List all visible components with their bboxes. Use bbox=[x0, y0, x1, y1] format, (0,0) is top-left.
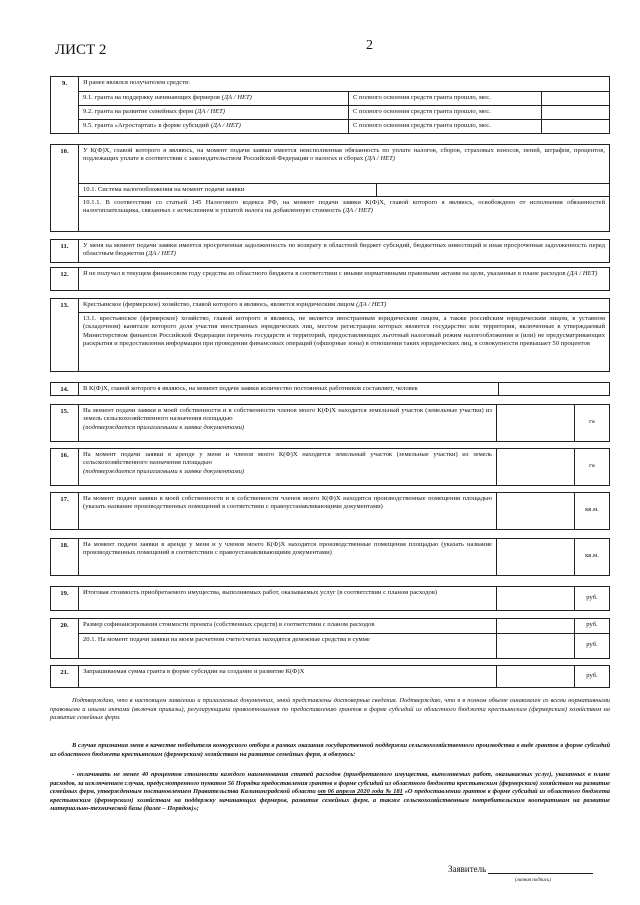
amount-field[interactable] bbox=[497, 587, 575, 610]
section-title: Я ранее являлся получателем средств: bbox=[83, 79, 190, 86]
section-number: 9. bbox=[51, 77, 79, 133]
section-11 bbox=[50, 239, 610, 263]
section-15 bbox=[50, 404, 610, 442]
section-number: 10. bbox=[51, 145, 79, 231]
section-18 bbox=[50, 538, 610, 576]
account-funds-label: 20.1. На момент подачи заявки на моем расчетном счете/счетах находятся денежные средства в сумме bbox=[79, 634, 497, 658]
grant-months-field[interactable] bbox=[542, 106, 609, 119]
page-number: 2 bbox=[366, 38, 373, 53]
section-number: 14. bbox=[51, 383, 79, 395]
grant-row: 9.1. гранта на поддержку начинающих фермеров (ДА / НЕТ) bbox=[79, 92, 349, 105]
section-text: На момент подачи заявки в аренде у меня и членов моего К(Ф)Х находится земельный участок (земельные участки) из земель сельскохозяйственного назначения площадью (подтверждается прилагаемыми к заявке документами) bbox=[79, 449, 497, 485]
unit-label: руб. bbox=[586, 594, 598, 601]
section-text: Я не получал в текущем финансовом году средства из областного бюджета в соответствии с иными нормативными правовыми актами на цели, указанные в плане расходов (ДА / НЕТ) bbox=[83, 270, 598, 277]
tax-system-label: 10.1. Система налогообложения на момент подачи заявки bbox=[79, 184, 377, 196]
area-field[interactable] bbox=[497, 539, 575, 575]
section-number: 21. bbox=[51, 666, 79, 687]
unit-label: кв.м. bbox=[585, 506, 599, 513]
signature-note: (личная подпись) bbox=[515, 878, 551, 883]
section-text: Размер софинансирования стоимости проекта (собственных средств) в соответствии с планом расходов bbox=[79, 619, 497, 633]
section-text: У меня на момент подачи заявки имеется просроченная задолженность по возврату в областной бюджет субсидий, бюджетных инвестиций и иная просроченная задолженность перед областным бюджетом (ДА / НЕТ) bbox=[83, 242, 605, 258]
section-16 bbox=[50, 448, 610, 486]
workers-count-field[interactable] bbox=[499, 383, 609, 395]
unit-label: кв.м. bbox=[585, 552, 599, 559]
signature-line[interactable] bbox=[488, 873, 593, 874]
section-text: В К(Ф)Х, главой которого я являюсь, на момент подачи заявки количество постоянных работников составляет, человек bbox=[79, 383, 499, 395]
grant-row: 9.5. гранта «Агростартап» в форме субсидий (ДА / НЕТ) bbox=[79, 120, 349, 133]
section-text: На момент подачи заявки в аренде у меня и у членов моего К(Ф)Х находятся производственные помещения площадью (указать название производственных помещений в соответствии с правоустанавливающими документами) bbox=[79, 539, 497, 575]
section-number: 18. bbox=[51, 539, 79, 575]
section-9 bbox=[50, 76, 610, 134]
grant-amount-field[interactable] bbox=[497, 666, 575, 687]
tax-system-field[interactable] bbox=[377, 184, 609, 196]
grant-months-label: С полного освоения средств гранта прошло, мес. bbox=[349, 92, 542, 105]
grant-months-field[interactable] bbox=[542, 92, 609, 105]
area-field[interactable] bbox=[497, 493, 575, 529]
unit-label: руб. bbox=[586, 641, 598, 648]
sheet-title: ЛИСТ 2 bbox=[55, 42, 107, 58]
section-number: 15. bbox=[51, 405, 79, 441]
section-text: У К(Ф)Х, главой которого я являюсь, на момент подачи заявки имеется неисполненная обязанность по уплате налогов, сборов, страховых взносов, пеней, штрафов, процентов, подлежащих уплате в соответствии с законодательством Российской Федерации о налогах и сборах (ДА / НЕТ) bbox=[83, 147, 605, 163]
area-field[interactable] bbox=[497, 405, 575, 441]
section-10 bbox=[50, 144, 610, 232]
decree-date: от 06 апреля 2020 года № 181 bbox=[317, 788, 403, 796]
confirmation-paragraph: Подтверждаю, что в настоящем заявлении и прилагаемых документах, мной представлены достоверные сведения. Подтверждаю, что я в полном объеме ознакомлен со всеми нормативными правовыми и иными актами (включая приказы), регулирующими правоотношения по предоставлению грантов в форме субсидий из областного бюджета крестьянским (фермерским) хозяйствам на развитие семейных ферм. bbox=[50, 697, 610, 722]
applicant-signature: Заявитель bbox=[448, 864, 593, 874]
unit-label: руб. bbox=[586, 672, 598, 679]
amount-field[interactable] bbox=[497, 619, 575, 633]
area-field[interactable] bbox=[497, 449, 575, 485]
unit-label: руб. bbox=[586, 621, 598, 628]
obligation-intro: В случае признания меня в качестве победителя конкурсного отбора в рамках оказания государственной поддержки сельскохозяйственного производства в виде грантов в форме субсидий из областного бюджета крестьянским (фермерским) хозяйствам на развитие семейных ферм, я обязуюсь: bbox=[50, 742, 610, 758]
section-number: 11. bbox=[51, 240, 79, 262]
section-number: 13. bbox=[51, 299, 79, 371]
grant-months-label: С полного освоения средств гранта прошло, мес. bbox=[349, 120, 542, 133]
grant-months-field[interactable] bbox=[542, 120, 609, 133]
section-text: Крестьянское (фермерское) хозяйство, главой которого я являюсь, является юридическим лицом (ДА / НЕТ) bbox=[83, 301, 387, 308]
unit-label: га bbox=[589, 418, 595, 425]
vat-exemption-text: 10.1.1. В соответствии со статьей 145 Налогового кодекса РФ, на момент подачи заявки К(Ф)Х, главой которого я являюсь, освобождено от исполнения обязанностей налогоплательщика, связанных с исчислением и уплатой налога на добавленную стоимость (ДА / НЕТ) bbox=[83, 199, 605, 215]
grant-row: 9.2. гранта на развитие семейных ферм (ДА / НЕТ) bbox=[79, 106, 349, 119]
section-text: На момент подачи заявки в моей собственности и в собственности членов моего К(Ф)Х находится земельный участок (земельные участки) из земель сельскохозяйственного назначения площадью (подтверждается прилагаемыми к заявке документами) bbox=[79, 405, 497, 441]
account-funds-field[interactable] bbox=[497, 634, 575, 658]
unit-label: га bbox=[589, 462, 595, 469]
section-number: 20. bbox=[51, 619, 79, 658]
obligation-item: - оплачивать не менее 40 процентов стоимости каждого наименования статей расходов (приобретаемого имущества, выполняемых работ, оказываемых услуг), указанных в плане расходов, за исключением случая, предусмотренного пунктом 56 Порядка предоставления грантов в форме субсидий из областного бюджета крестьянским (фермерским) хозяйствам на развитие семейных ферм, утвержденным постановлением Правительства Калининградской области от 06 апреля 2020 года № 181 «О предоставлении грантов в форме субсидий из областного бюджета крестьянским (фермерским) хозяйствам на поддержку начинающих фермеров, развитие семейных ферм, а также сельскохозяйственным потребительским кооперативам на развитие материально-технической базы (далее – Порядок)»; bbox=[50, 771, 610, 813]
section-17 bbox=[50, 492, 610, 530]
section-14 bbox=[50, 382, 610, 396]
section-21 bbox=[50, 665, 610, 688]
offshore-clause: 13.1. крестьянское (фермерское) хозяйство, главой которого я являюсь, не является иностранным юридическим лицом, а также российским юридическим лицом, в уставном (складочном) капитале которого доля участия иностранных юридических лиц, местом регистрации которых является государство или территория, включенные в утверждаемый Министерством финансов Российской Федерации перечень государств и территорий, предоставляющих льготный налоговый режим налогообложения и (или) не предусматривающих раскрытия и предоставления информации при проведении финансовых операций (офшорные зоны) в отношении таких юридических лиц, в совокупности превышает 50 процентов bbox=[83, 315, 605, 348]
section-13 bbox=[50, 298, 610, 372]
section-number: 16. bbox=[51, 449, 79, 485]
section-12 bbox=[50, 267, 610, 291]
section-text: На момент подачи заявки в моей собственности и в собственности членов моего К(Ф)Х находятся производственные помещения площадью (указать название производственных помещений в соответствии с правоустанавливающими документами) bbox=[79, 493, 497, 529]
section-number: 12. bbox=[51, 268, 79, 290]
section-text: Итоговая стоимость приобретаемого имущества, выполняемых работ, оказываемых услуг (в соответствии с планом расходов) bbox=[79, 587, 497, 610]
section-text: Запрашиваемая сумма гранта в форме субсидии на создание и развитие К(Ф)Х bbox=[79, 666, 497, 687]
section-19 bbox=[50, 586, 610, 611]
grant-months-label: С полного освоения средств гранта прошло, мес. bbox=[349, 106, 542, 119]
section-20 bbox=[50, 618, 610, 659]
section-number: 19. bbox=[51, 587, 79, 610]
section-number: 17. bbox=[51, 493, 79, 529]
